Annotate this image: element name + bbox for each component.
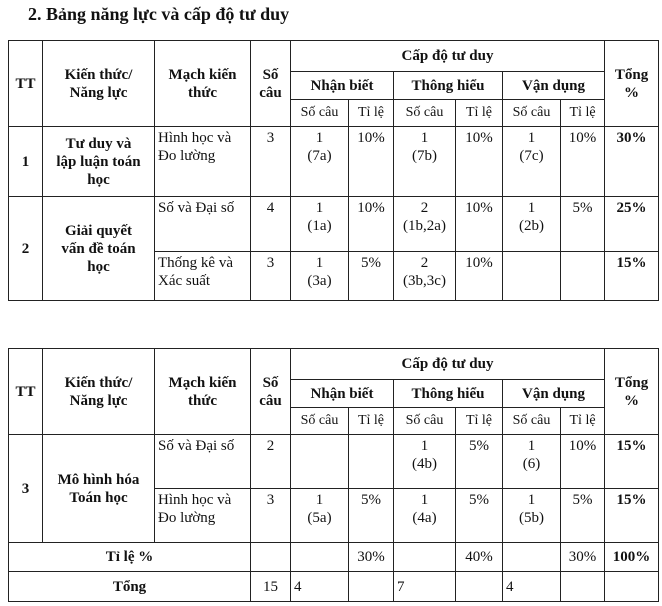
row-vd-ti-le: 5%: [561, 197, 605, 252]
header-van-dung: Vận dụng: [503, 380, 605, 408]
row-tong: 30%: [605, 127, 659, 197]
header-row-1: [9, 41, 659, 72]
row-th-ti-le: 10%: [456, 252, 503, 301]
row-mach: Thống kê và Xác suất: [155, 252, 251, 301]
row-nb-ti-le: [349, 435, 394, 489]
row-so-cau: 2: [251, 435, 291, 489]
row-th-so-cau: 1 (4b): [394, 435, 456, 489]
header-th-ti-le: Tỉ lệ: [456, 100, 503, 127]
ti-le-vd: 30%: [561, 543, 605, 572]
row-tong: 15%: [605, 435, 659, 489]
header-mach-kien-thuc: Mạch kiến thức: [155, 41, 251, 127]
header-kien-thuc: Kiến thức/ Năng lực: [43, 349, 155, 435]
row-nb-ti-le: 5%: [349, 489, 394, 543]
ti-le-nb-so-cau: [291, 543, 349, 572]
row-tt: 3: [9, 435, 43, 543]
row-nb-ti-le: 5%: [349, 252, 394, 301]
row-vd-ti-le: [561, 252, 605, 301]
row-nb-so-cau: 1 (1a): [291, 197, 349, 252]
header-nhan-biet: Nhận biết: [291, 72, 394, 100]
row-th-ti-le: 10%: [456, 127, 503, 197]
row-th-so-cau: 2 (1b,2a): [394, 197, 456, 252]
tong-row: [9, 572, 659, 602]
header-so-cau: Số câu: [251, 41, 291, 127]
row-vd-so-cau: 1 (5b): [503, 489, 561, 543]
row-vd-ti-le: 10%: [561, 127, 605, 197]
table-row: [9, 435, 659, 489]
row-vd-so-cau: 1 (6): [503, 435, 561, 489]
header-tt: TT: [9, 41, 43, 127]
row-vd-so-cau: [503, 252, 561, 301]
ti-le-tong: 100%: [605, 543, 659, 572]
tong-so-cau: 15: [251, 572, 291, 602]
header-vd-ti-le: Tỉ lệ: [561, 408, 605, 435]
section-heading: 2. Bảng năng lực và cấp độ tư duy: [28, 4, 290, 24]
row-nang-luc: Mô hình hóa Toán học: [43, 435, 155, 543]
tong-nb: 4: [291, 572, 349, 602]
header-row-1: [9, 349, 659, 380]
ti-le-label: Tỉ lệ %: [9, 543, 251, 572]
row-tong: 15%: [605, 489, 659, 543]
row-nb-ti-le: 10%: [349, 127, 394, 197]
row-nb-so-cau: [291, 435, 349, 489]
row-mach: Hình học và Đo lường: [155, 489, 251, 543]
tong-tong: [605, 572, 659, 602]
header-th-so-cau: Số câu: [394, 100, 456, 127]
header-vd-ti-le: Tỉ lệ: [561, 100, 605, 127]
header-vd-so-cau: Số câu: [503, 408, 561, 435]
header-nhan-biet: Nhận biết: [291, 380, 394, 408]
row-th-so-cau: 1 (4a): [394, 489, 456, 543]
row-th-ti-le: 5%: [456, 489, 503, 543]
header-cap-do: Cấp độ tư duy: [291, 349, 605, 380]
row-vd-ti-le: 10%: [561, 435, 605, 489]
header-tong: Tổng %: [605, 349, 659, 435]
header-thong-hieu: Thông hiểu: [394, 380, 503, 408]
row-mach: Số và Đại số: [155, 435, 251, 489]
tong-nb-ti-le: [349, 572, 394, 602]
header-van-dung: Vận dụng: [503, 72, 605, 100]
ti-le-th: 40%: [456, 543, 503, 572]
row-nb-ti-le: 10%: [349, 197, 394, 252]
header-nb-ti-le: Tỉ lệ: [349, 408, 394, 435]
header-thong-hieu: Thông hiểu: [394, 72, 503, 100]
competency-table-2: [8, 348, 659, 602]
header-th-ti-le: Tỉ lệ: [456, 408, 503, 435]
row-so-cau: 3: [251, 489, 291, 543]
table-row: [9, 127, 659, 197]
row-so-cau: 3: [251, 252, 291, 301]
tong-label: Tổng: [9, 572, 251, 602]
ti-le-vd-so-cau: [503, 543, 561, 572]
header-nb-so-cau: Số câu: [291, 408, 349, 435]
row-nang-luc: Giải quyết vấn đề toán học: [43, 197, 155, 301]
tong-vd: 4: [503, 572, 561, 602]
header-tong: Tổng %: [605, 41, 659, 127]
ti-le-th-so-cau: [394, 543, 456, 572]
row-so-cau: 3: [251, 127, 291, 197]
row-nang-luc: Tư duy và lập luận toán học: [43, 127, 155, 197]
row-vd-ti-le: 5%: [561, 489, 605, 543]
header-tt: TT: [9, 349, 43, 435]
row-th-so-cau: 1 (7b): [394, 127, 456, 197]
row-tt: 1: [9, 127, 43, 197]
row-vd-so-cau: 1 (2b): [503, 197, 561, 252]
tong-vd-ti-le: [561, 572, 605, 602]
row-so-cau: 4: [251, 197, 291, 252]
tong-th-ti-le: [456, 572, 503, 602]
header-kien-thuc: Kiến thức/ Năng lực: [43, 41, 155, 127]
row-nb-so-cau: 1 (5a): [291, 489, 349, 543]
table-row: [9, 197, 659, 252]
header-th-so-cau: Số câu: [394, 408, 456, 435]
row-th-ti-le: 5%: [456, 435, 503, 489]
row-mach: Số và Đại số: [155, 197, 251, 252]
competency-table-1: [8, 40, 659, 301]
row-nb-so-cau: 1 (3a): [291, 252, 349, 301]
header-mach-kien-thuc: Mạch kiến thức: [155, 349, 251, 435]
header-so-cau: Số câu: [251, 349, 291, 435]
row-th-ti-le: 10%: [456, 197, 503, 252]
header-cap-do: Cấp độ tư duy: [291, 41, 605, 72]
header-nb-so-cau: Số câu: [291, 100, 349, 127]
row-tong: 15%: [605, 252, 659, 301]
tong-th: 7: [394, 572, 456, 602]
row-mach: Hình học và Đo lường: [155, 127, 251, 197]
row-th-so-cau: 2 (3b,3c): [394, 252, 456, 301]
header-vd-so-cau: Số câu: [503, 100, 561, 127]
ti-le-row: [9, 543, 659, 572]
ti-le-nb: 30%: [349, 543, 394, 572]
ti-le-so-cau: [251, 543, 291, 572]
row-tt: 2: [9, 197, 43, 301]
row-nb-so-cau: 1 (7a): [291, 127, 349, 197]
row-tong: 25%: [605, 197, 659, 252]
header-nb-ti-le: Tỉ lệ: [349, 100, 394, 127]
row-vd-so-cau: 1 (7c): [503, 127, 561, 197]
